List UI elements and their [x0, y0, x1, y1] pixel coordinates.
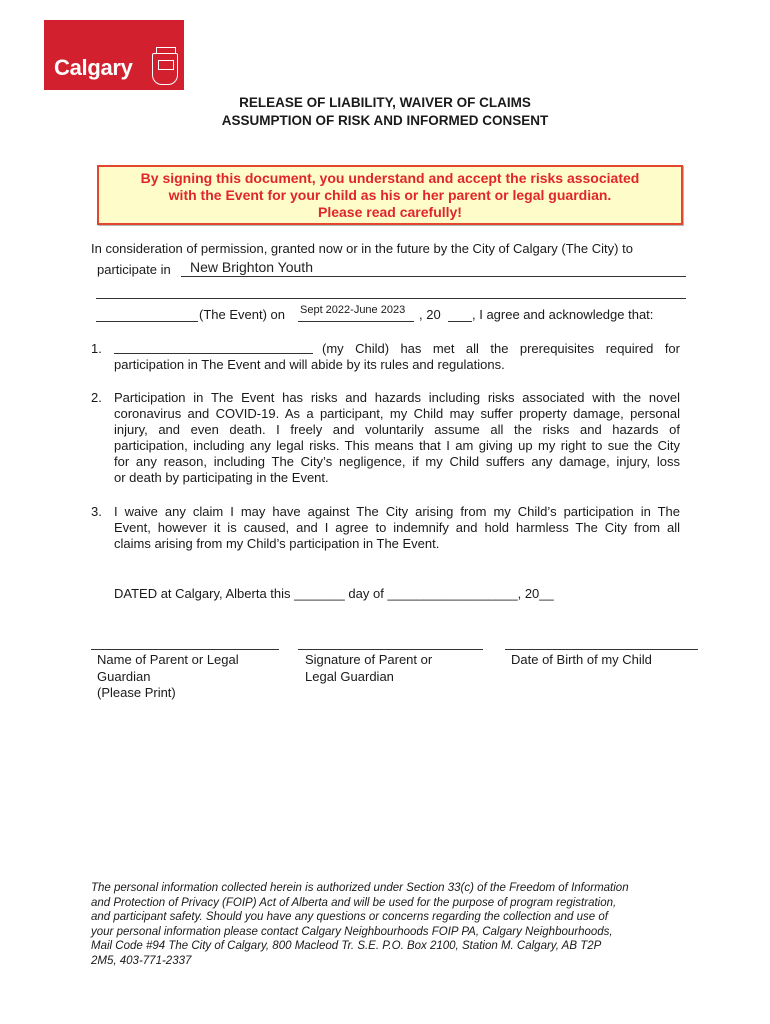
agree-text: , I agree and acknowledge that:	[472, 307, 654, 322]
clause-2-line: participation, including any legal risks. This means that I am giving up my right to sue the City	[114, 438, 680, 453]
event-label: (The Event) on	[199, 307, 285, 322]
child-name-blank[interactable]	[114, 353, 313, 354]
child-dob-caption-line: Date of Birth of my Child	[511, 652, 652, 667]
signature-caption-line: Legal Guardian	[305, 668, 394, 684]
year-blank[interactable]	[448, 321, 472, 322]
clause-2-number: 2.	[91, 390, 102, 405]
clause-2-line: or death by participating in the Event.	[114, 470, 329, 485]
privacy-notice-line: The personal information collected herein is authorized under Section 33(c) of the Freedom of Information	[91, 882, 629, 894]
signature-caption	[305, 652, 432, 685]
dated-day-blank[interactable]: _______	[294, 586, 345, 601]
document-title-line2: ASSUMPTION OF RISK AND INFORMED CONSENT	[221, 113, 549, 128]
clause-2-line: for any reason, including The City’s negligence, if my Child suffers any damage, injury, loss	[114, 454, 680, 469]
clause-2-line: Participation in The Event has risks and hazards including risks associated with the novel	[114, 390, 680, 405]
privacy-notice-line: and participant safety. Should you have any questions or concerns regarding the collection and use of	[91, 911, 608, 923]
clause-2-line: injury, and even death. I freely and voluntarily assume all the risks and hazards of	[114, 422, 680, 437]
warning-box	[97, 165, 683, 225]
intro-line1: In consideration of permission, granted now or in the future by the City of Calgary (The City) to	[91, 241, 633, 256]
parent-name-caption	[97, 652, 239, 702]
parent-name-caption-line: Guardian	[97, 668, 151, 684]
clause-1-line1: (my Child) has met all the prerequisites required for	[322, 341, 680, 356]
calgary-logo	[44, 20, 184, 90]
warning-line1: By signing this document, you understand and accept the risks associated	[140, 170, 640, 186]
clause-1-line2: participation in The Event and will abide by its rules and regulations.	[114, 357, 505, 372]
participate-label: participate in	[97, 262, 171, 277]
dated-day-of: day of	[348, 586, 384, 601]
warning-line2: with the Event for your child as his or her parent or legal guardian.	[168, 187, 612, 203]
event-date-underline	[298, 321, 414, 322]
event-name-blank[interactable]	[96, 321, 198, 322]
privacy-notice-line: your personal information please contact Calgary Neighbourhoods FOIP PA, Calgary Neighbourhoods,	[91, 925, 613, 938]
clause-3-line: Event, however it is caused, and I agree to indemnify and hold harmless The City from all	[114, 520, 680, 535]
parent-name-caption-line: Name of Parent or Legal	[97, 652, 239, 667]
participate-field[interactable]: New Brighton Youth	[190, 259, 313, 275]
clause-3-line: claims arising from my Child’s participation in The Event.	[114, 536, 440, 551]
city-crest-icon	[152, 53, 178, 85]
warning-line3: Please read carefully!	[318, 204, 462, 220]
dated-prefix: DATED at Calgary, Alberta this	[114, 586, 291, 601]
blank-line	[96, 298, 686, 299]
dated-line	[114, 586, 554, 601]
logo-wordmark: Calgary	[54, 55, 133, 80]
document-title-line1: RELEASE OF LIABILITY, WAIVER OF CLAIMS	[239, 95, 531, 110]
clause-3-line: I waive any claim I may have against The City arising from my Child’s participation in The	[114, 504, 680, 519]
privacy-notice	[91, 881, 691, 968]
clause-1-number: 1.	[91, 341, 102, 356]
event-date-field[interactable]: Sept 2022-June 2023	[300, 304, 406, 316]
clause-2-text	[114, 390, 680, 486]
privacy-notice-line: Mail Code #94 The City of Calgary, 800 Macleod Tr. S.E. P.O. Box 2100, Station M. Calgary, AB T2P	[91, 940, 602, 952]
clause-3-text	[114, 504, 680, 552]
child-dob-line[interactable]	[505, 649, 698, 650]
dated-year: , 20__	[517, 586, 554, 601]
signature-line[interactable]	[298, 649, 483, 650]
privacy-notice-line: and Protection of Privacy (FOIP) Act of Alberta and will be used for the purpose of program registration,	[91, 896, 617, 909]
signature-caption-line: Signature of Parent or	[305, 652, 433, 667]
parent-name-caption-line: (Please Print)	[97, 685, 176, 700]
clause-2-line: coronavirus and COVID-19. As a participant, my Child may suffer property damage, personal	[114, 406, 680, 421]
privacy-notice-line: 2M5, 403-771-2337	[91, 954, 192, 967]
participate-field-underline	[181, 276, 686, 277]
child-dob-caption	[511, 652, 652, 669]
clause-3-number: 3.	[91, 504, 102, 519]
parent-name-line[interactable]	[91, 649, 279, 650]
year-prefix: , 20	[419, 307, 441, 322]
dated-month-blank[interactable]: __________________	[387, 586, 518, 601]
